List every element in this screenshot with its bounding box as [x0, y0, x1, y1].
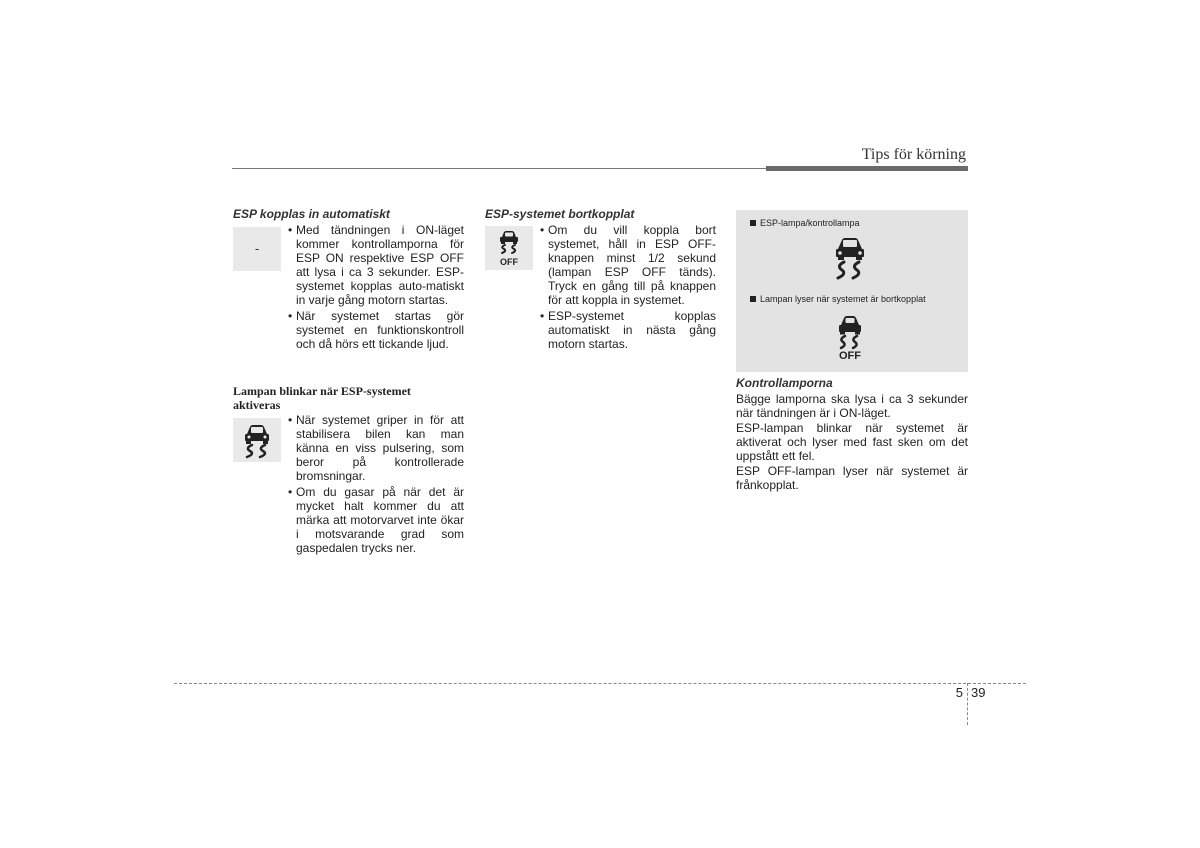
- footer-rule: [174, 683, 1026, 684]
- bullet-item: • ESP-systemet kopplas automatiskt in nästa gång motorn startas.: [540, 309, 716, 351]
- esp-off-icon: [485, 226, 533, 270]
- header-rule: [232, 168, 768, 169]
- page-number: 39: [971, 685, 986, 700]
- chapter-number: 5: [955, 685, 963, 700]
- bullet-list-esp-off: [540, 223, 716, 353]
- bullet-item: • Om du gasar på när det är mycket halt kommer du att märka att motorvarvet inte ökar i motsvarande grad som gaspedalen trycks ner.: [288, 485, 464, 555]
- section-title-esp-off: ESP-systemet bortkopplat: [485, 207, 635, 221]
- bullet-list-blinking: [288, 413, 464, 557]
- panel-caption-1: [750, 218, 860, 228]
- section-title-kontrollamporna: Kontrollamporna: [736, 376, 833, 390]
- indicator-illustration-panel: [736, 210, 968, 372]
- bullet-item: • När systemet griper in för att stabilisera bilen kan man känna en viss pulsering, som beror på kontrollerade bromsningar.: [288, 413, 464, 483]
- bullet-item: • Om du vill koppla bort systemet, håll in ESP OFF-knappen minst 1/2 sekund (lampan ESP OFF tänds). Tryck en gång till på knappen för att koppla in systemet.: [540, 223, 716, 307]
- section-title-esp-auto: ESP kopplas in automatiskt: [233, 207, 390, 221]
- bullet-list-esp-auto: [288, 223, 464, 353]
- running-header-title: Tips för körning: [861, 146, 966, 163]
- esp-skid-icon: [233, 418, 281, 462]
- footer-divider: [967, 683, 968, 725]
- panel-caption-2: [750, 294, 926, 304]
- off-label: OFF: [839, 350, 861, 362]
- kontrollamporna-text: [736, 392, 968, 492]
- square-bullet-icon: [750, 296, 756, 302]
- caption-text: Lampan lyser när systemet är bortkopplat: [760, 294, 926, 304]
- esp-off-icon: [830, 312, 870, 366]
- caption-text: ESP-lampa/kontrollampa: [760, 218, 860, 228]
- sub-heading-blinking: Lampan blinkar när ESP-systemet aktiveras: [233, 384, 411, 412]
- paragraph: ESP-lampan blinkar när systemet är aktiverat och lyser med fast sken om det uppstått ett fel.: [736, 421, 968, 463]
- header-rule-accent: [766, 166, 968, 171]
- off-label: OFF: [500, 257, 518, 267]
- bullet-item: • När systemet startas gör systemet en funktionskontroll och då hörs ett tickande ljud.: [288, 309, 464, 351]
- square-bullet-icon: [750, 220, 756, 226]
- paragraph: Bägge lamporna ska lysa i ca 3 sekunder när tändningen är i ON-läget.: [736, 392, 968, 420]
- dash-placeholder: -: [233, 227, 281, 271]
- bullet-item: • Med tändningen i ON-läget kommer kontrollamporna för ESP ON respektive ESP OFF att lysa i ca 3 sekunder. ESP-systemet kopplas auto-matiskt in varje gång motorn startas.: [288, 223, 464, 307]
- esp-skid-icon: [824, 232, 876, 287]
- paragraph: ESP OFF-lampan lyser när systemet är frånkopplat.: [736, 464, 968, 492]
